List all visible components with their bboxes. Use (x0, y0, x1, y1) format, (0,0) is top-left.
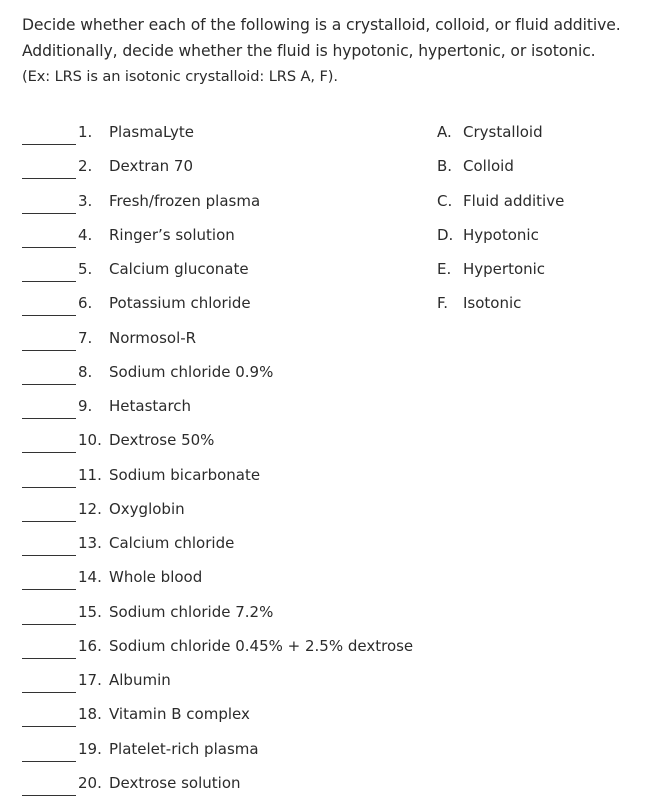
question-number: 10. (78, 431, 102, 450)
answer-blank[interactable] (22, 281, 76, 282)
option-text: Colloid (463, 157, 514, 176)
answer-blank[interactable] (22, 795, 76, 796)
question-text: Normosol-R (109, 328, 197, 347)
question-number: 18. (78, 705, 102, 724)
option-text: Hypotonic (463, 225, 539, 244)
option-letter: E. (437, 260, 452, 278)
question-number: 1. (78, 123, 93, 141)
answer-option-a (437, 121, 647, 155)
instructions (22, 12, 652, 90)
question-item-18 (22, 703, 442, 737)
option-text: Crystalloid (463, 123, 543, 141)
question-text: Dextran 70 (109, 157, 193, 176)
question-item-1 (22, 121, 442, 155)
question-number: 6. (78, 294, 93, 313)
question-text: Albumin (109, 671, 171, 689)
question-number: 14. (78, 568, 102, 587)
question-item-15 (22, 601, 442, 635)
question-text: Hetastarch (109, 397, 192, 415)
option-letter: C. (437, 191, 453, 210)
answer-blank[interactable] (22, 555, 76, 556)
question-item-20 (22, 772, 442, 806)
answer-option-b (437, 155, 647, 189)
instructions-example: (Ex: LRS is an isotonic crystalloid: LRS A, F). (22, 68, 338, 85)
question-item-4 (22, 224, 442, 258)
question-text: Vitamin B complex (109, 705, 250, 724)
option-letter: D. (437, 225, 454, 244)
question-text: Whole blood (109, 568, 203, 587)
question-item-14 (22, 566, 442, 600)
option-text: Hypertonic (463, 260, 546, 278)
answer-key-list (437, 121, 647, 327)
answer-blank[interactable] (22, 658, 76, 659)
question-text: Sodium chloride 0.45% + 2.5% dextrose (109, 636, 414, 655)
option-letter: B. (437, 157, 453, 176)
answer-blank[interactable] (22, 418, 76, 419)
question-item-13 (22, 532, 442, 566)
answer-blank[interactable] (22, 589, 76, 590)
question-text: Calcium gluconate (109, 260, 249, 278)
question-number: 16. (78, 636, 102, 655)
question-number: 9. (78, 397, 93, 415)
option-letter: F. (437, 294, 448, 313)
question-text: Dextrose 50% (109, 431, 215, 450)
question-item-9 (22, 395, 442, 429)
answer-option-d (437, 224, 647, 258)
answer-blank[interactable] (22, 624, 76, 625)
question-item-10 (22, 429, 442, 463)
question-text: Sodium bicarbonate (109, 465, 261, 484)
question-item-8 (22, 361, 442, 395)
answer-option-f (437, 292, 647, 326)
question-number: 2. (78, 157, 93, 176)
answer-blank[interactable] (22, 315, 76, 316)
question-text: Sodium chloride 0.9% (109, 362, 274, 381)
option-letter: A. (437, 123, 452, 141)
question-item-11 (22, 464, 442, 498)
answer-blank[interactable] (22, 452, 76, 453)
question-text: PlasmaLyte (109, 123, 194, 141)
option-text: Isotonic (463, 294, 522, 313)
question-text: Dextrose solution (109, 773, 241, 792)
instructions-line-2: Additionally, decide whether the fluid is hypotonic, hypertonic, or isotonic. (22, 42, 596, 60)
question-text: Potassium chloride (109, 294, 251, 313)
question-text: Fresh/frozen plasma (109, 191, 261, 210)
question-item-2 (22, 155, 442, 189)
question-number: 7. (78, 328, 93, 347)
answer-blank[interactable] (22, 726, 76, 727)
question-number: 3. (78, 191, 93, 210)
question-number: 8. (78, 362, 93, 381)
question-item-17 (22, 669, 442, 703)
instructions-line-1: Decide whether each of the following is a crystalloid, colloid, or fluid additive. (22, 16, 621, 34)
question-number: 5. (78, 260, 93, 278)
question-number: 4. (78, 225, 93, 244)
answer-blank[interactable] (22, 178, 76, 179)
question-number: 13. (78, 534, 102, 552)
answer-blank[interactable] (22, 350, 76, 351)
answer-blank[interactable] (22, 213, 76, 214)
question-item-5 (22, 258, 442, 292)
question-item-12 (22, 498, 442, 532)
answer-blank[interactable] (22, 692, 76, 693)
answer-option-c (437, 190, 647, 224)
question-item-3 (22, 190, 442, 224)
question-item-7 (22, 327, 442, 361)
answer-blank[interactable] (22, 144, 76, 145)
question-number: 20. (78, 773, 102, 792)
question-text: Platelet-rich plasma (109, 739, 259, 758)
question-item-16 (22, 635, 442, 669)
question-number: 19. (78, 739, 102, 758)
question-number: 11. (78, 465, 102, 484)
question-item-19 (22, 738, 442, 772)
question-number: 17. (78, 671, 102, 689)
question-list (22, 121, 442, 806)
question-number: 15. (78, 602, 102, 621)
option-text: Fluid additive (463, 191, 565, 210)
question-number: 12. (78, 499, 102, 518)
answer-blank[interactable] (22, 521, 76, 522)
question-text: Ringer’s solution (109, 225, 235, 244)
answer-blank[interactable] (22, 384, 76, 385)
question-text: Oxyglobin (109, 499, 185, 518)
question-text: Sodium chloride 7.2% (109, 602, 274, 621)
question-item-6 (22, 292, 442, 326)
answer-blank[interactable] (22, 487, 76, 488)
answer-blank[interactable] (22, 761, 76, 762)
question-text: Calcium chloride (109, 534, 235, 552)
answer-option-e (437, 258, 647, 292)
answer-blank[interactable] (22, 247, 76, 248)
